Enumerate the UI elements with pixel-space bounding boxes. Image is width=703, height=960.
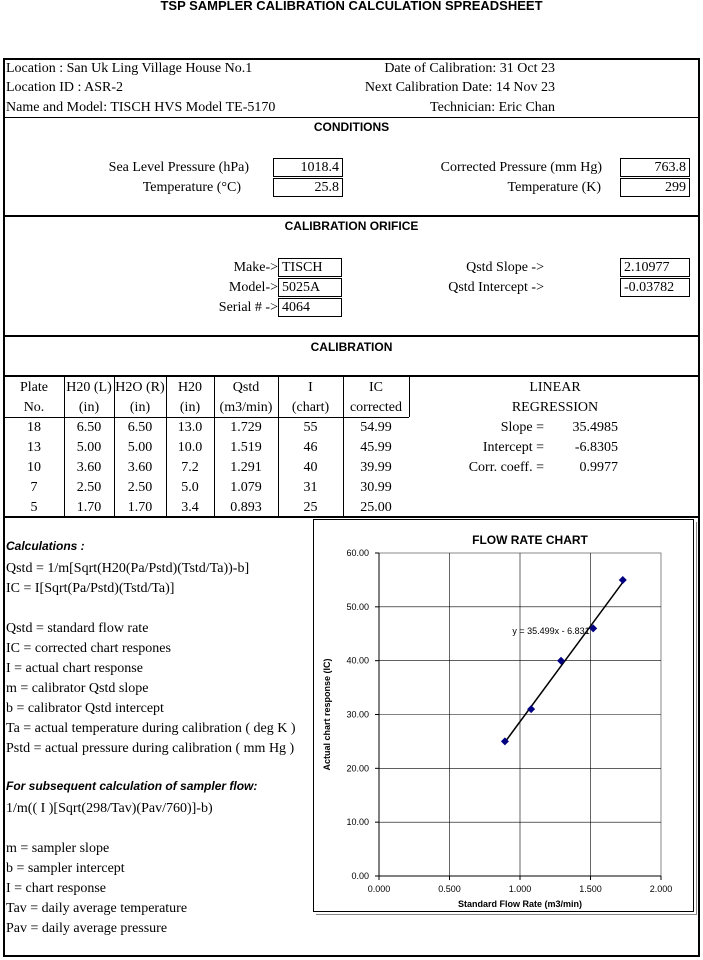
slope-label: Slope = [500,420,544,435]
formula-ic: IC = I[Sqrt(Pa/Pstd)(Tstd/Ta)] [6,581,175,596]
make-value: TISCH [278,258,342,277]
column-unit: (in) [129,400,151,415]
divider [4,117,699,118]
sampler-definition-line: Pav = daily average pressure [6,921,168,936]
corr-coeff-label: Corr. coeff. = [468,460,544,475]
definition-line: Ta = actual temperature during calibration ( deg K ) [6,721,296,736]
column-header: H2O (R) [115,380,165,395]
y-tick-label: 20.00 [346,763,369,774]
table-cell: 46 [303,440,318,455]
column-unit: (in) [78,400,100,415]
table-cell: 1.70 [76,500,102,515]
intercept-label: Intercept = [482,440,544,455]
column-unit: (chart) [291,400,330,415]
table-cell: 54.99 [360,420,392,435]
y-tick-label: 50.00 [346,601,369,612]
table-cell: 1.519 [230,440,262,455]
qstd-slope-value: 2.10977 [620,258,690,277]
x-tick-label: 2.000 [649,884,673,894]
definition-line: Qstd = standard flow rate [6,621,149,636]
model-value: 5025A [278,278,342,297]
calculations-heading: Calculations : [6,539,85,553]
temperature-k-value: 299 [620,178,690,197]
make-label: Make-> [233,260,278,275]
table-cell: 39.99 [360,460,392,475]
table-cell: 25.00 [360,500,392,515]
column-unit: (in) [179,400,201,415]
divider [4,335,699,337]
qstd-slope-label: Qstd Slope -> [466,260,544,275]
sampler-definition-line: Tav = daily average temperature [6,901,188,916]
definition-line: m = calibrator Qstd slope [6,681,149,696]
technician-text: Technician: Eric Chan [430,100,555,115]
sea-level-pressure-value: 1018.4 [273,158,343,177]
table-cell: 3.60 [127,460,153,475]
temperature-c-label: Temperature (°C) [142,180,241,195]
location-id-text: Location ID : ASR-2 [6,80,124,95]
table-cell: 5.0 [181,480,199,495]
y-axis-label: Actual chart response (IC) [322,658,332,771]
definition-line: b = calibrator Qstd intercept [6,701,164,716]
chart-title: FLOW RATE CHART [472,533,588,547]
temperature-k-label: Temperature (K) [507,180,601,195]
sampler-definition-line: m = sampler slope [6,841,110,856]
serial-value: 4064 [278,298,342,317]
corrected-pressure-label: Corrected Pressure (mm Hg) [440,160,602,175]
column-header: Plate [20,380,48,395]
flow-rate-chart [314,520,693,911]
table-cell: 45.99 [360,440,392,455]
table-cell: 2.50 [127,480,153,495]
regression-title: LINEAR [529,380,581,395]
temperature-c-value: 25.8 [273,178,343,197]
table-cell: 13.0 [177,420,203,435]
x-axis-label: Standard Flow Rate (m3/min) [457,899,583,909]
table-cell: 31 [303,480,318,495]
calibration-heading: CALIBRATION [310,340,393,354]
x-tick-label: 1.000 [508,884,532,894]
conditions-heading: CONDITIONS [313,120,390,134]
divider [4,215,699,217]
subsequent-formula: 1/m(( I )[Sqrt(298/Tav)(Pav/760)]-b) [6,801,213,816]
formula-qstd: Qstd = 1/m[Sqrt(H20(Pa/Pstd)(Tstd/Ta))-b] [6,561,250,576]
table-cell: 0.893 [230,500,262,515]
y-tick-label: 60.00 [346,548,369,558]
regression-subtitle: REGRESSION [511,400,599,415]
column-unit: No. [23,400,45,415]
table-cell: 13 [27,440,41,455]
y-tick-label: 40.00 [346,655,369,666]
page-title: TSP SAMPLER CALIBRATION CALCULATION SPREADSHEET [160,0,543,13]
sampler-definition-line: b = sampler intercept [6,861,125,876]
table-cell: 1.729 [230,420,262,435]
table-cell: 1.70 [127,500,153,515]
table-cell: 3.4 [181,500,199,515]
table-cell: 3.60 [76,460,102,475]
table-cell: 10.0 [177,440,203,455]
slope-value: 35.4985 [572,420,618,435]
table-cell: 5 [30,500,38,515]
trendline-equation: y = 35.499x - 6.831 [512,625,590,636]
column-header: I [308,380,313,395]
table-cell: 40 [303,460,318,475]
subsequent-heading: For subsequent calculation of sampler flow: [6,779,258,793]
model-label: Model-> [228,280,278,295]
table-cell: 10 [27,460,41,475]
definition-line: I = actual chart response [6,661,143,676]
x-tick-label: 1.500 [579,884,602,894]
y-tick-label: 10.00 [346,817,369,828]
table-cell: 30.99 [360,480,392,495]
qstd-intercept-value: -0.03782 [620,278,690,297]
column-header: Qstd [232,380,260,395]
y-tick-label: 30.00 [346,709,369,720]
serial-label: Serial # -> [218,300,278,315]
table-cell: 25 [303,500,318,515]
corr-coeff-value: 0.9977 [579,460,618,475]
definition-line: Pstd = actual pressure during calibration ( mm Hg ) [6,741,295,756]
sea-level-pressure-label: Sea Level Pressure (hPa) [108,160,249,175]
corrected-pressure-value: 763.8 [620,158,690,177]
definition-line: IC = corrected chart respones [6,641,171,656]
table-cell: 7.2 [181,460,199,475]
column-header: H20 (L) [66,380,112,395]
column-unit: corrected [349,400,403,415]
table-cell: 18 [27,420,41,435]
orifice-heading: CALIBRATION ORIFICE [284,219,419,233]
table-cell: 55 [303,420,318,435]
table-cell: 7 [30,480,38,495]
table-cell: 1.291 [230,460,262,475]
next-calibration-date: Next Calibration Date: 14 Nov 23 [364,80,555,95]
location-text: Location : San Uk Ling Village House No.1 [6,61,253,76]
x-tick-label: 0.000 [367,884,391,894]
divider [4,417,409,418]
table-cell: 1.079 [230,480,262,495]
table-cell: 5.00 [76,440,102,455]
name-model-text: Name and Model: TISCH HVS Model TE-5170 [6,100,276,115]
column-header: H20 [177,380,203,395]
table-cell: 2.50 [76,480,102,495]
divider [4,516,699,518]
qstd-intercept-label: Qstd Intercept -> [448,280,544,295]
divider [4,375,699,377]
x-tick-label: 0.500 [438,884,461,894]
column-header: IC [369,380,383,395]
table-cell: 6.50 [76,420,102,435]
intercept-value: -6.8305 [574,440,618,455]
sampler-definition-line: I = chart response [6,881,107,896]
table-cell: 5.00 [127,440,153,455]
column-unit: (m3/min) [219,400,273,415]
y-tick-label: 0.00 [351,871,369,881]
chart-frame [313,519,694,912]
table-cell: 6.50 [127,420,153,435]
date-of-calibration: Date of Calibration: 31 Oct 23 [384,61,555,76]
